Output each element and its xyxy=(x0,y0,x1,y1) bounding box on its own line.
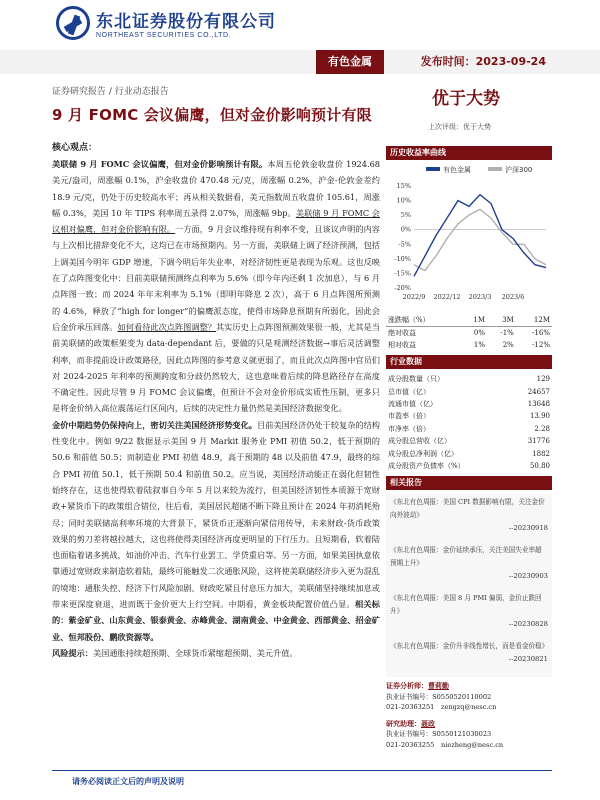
related-report-link[interactable]: 《东北有色周报：美国 8 月 PMI 偏弱，金价止跌回升》 xyxy=(390,594,542,616)
page-title: 9 月 FOMC 会议偏鹰，但对金价影响预计有限 xyxy=(52,106,372,124)
y-tick-label: 10% xyxy=(396,196,411,205)
y-tick-label: 15% xyxy=(396,182,411,190)
series-line xyxy=(414,195,546,277)
related-report-date: --20230903 xyxy=(508,572,548,581)
perf-value: -16% xyxy=(532,329,550,337)
assistant-cert: 执业证书编号：S0550121030023 xyxy=(386,730,492,739)
industry-label: 成分股总净利润（亿） xyxy=(388,449,458,458)
industry-value: 13.90 xyxy=(529,412,550,421)
fomc-text-a: 本周五伦敦金收盘价 1924.68 美元/盎司，周涨幅 0.1%，沪金收盘价 470.48 元/克，周涨幅 0.2%，沪金-伦敦金差约 18.9 元/克，仍处于历史较高水平；再从相关数据看，美元指数周五收盘价 105.61，周涨幅 0.3%，美国 10 年 TIPS 利率周五录得 2.07%，周涨幅 9bp。 xyxy=(52,159,380,218)
header-band xyxy=(0,50,600,74)
core-views-label: 核心观点： xyxy=(52,143,98,153)
paragraph-trend xyxy=(52,417,380,645)
return-chart-svg xyxy=(386,160,552,310)
industry-label: 市净率（倍） xyxy=(388,424,430,433)
table-row xyxy=(386,327,552,340)
y-tick-label: -10% xyxy=(394,254,411,263)
breadcrumb: 证券研究报告 / 行业动态报告 xyxy=(52,87,169,97)
table-row xyxy=(386,423,552,435)
x-tick-label: 2022/9 xyxy=(402,293,426,301)
table-row xyxy=(386,435,552,447)
y-tick-label: 0% xyxy=(400,225,411,234)
footer-disclaimer: 请务必阅读正文后的声明及说明 xyxy=(72,777,184,786)
perf-value: -1% xyxy=(500,329,514,337)
related-report-date: --20230918 xyxy=(508,524,548,533)
industry-label: 市盈率（倍） xyxy=(388,412,430,421)
related-report-date: --20230828 xyxy=(508,620,548,629)
industry-value: 50.80 xyxy=(529,461,550,470)
paragraph-fomc xyxy=(52,156,380,417)
table-row xyxy=(386,410,552,422)
x-tick-label: 2022/12 xyxy=(433,293,461,301)
trend-lead: 金价中期趋势仍保持向上，密切关注美国经济形势变化。 xyxy=(52,419,257,430)
legend-swatch xyxy=(426,167,440,171)
perf-value: 2% xyxy=(502,341,514,349)
publish-date: 发布时间：2023-09-24 xyxy=(420,55,546,68)
industry-value: 129 xyxy=(536,375,550,384)
industry-label: 成分股数量（只） xyxy=(388,375,444,384)
related-targets: 紫金矿业、山东黄金、银泰黄金、赤峰黄金、湖南黄金、中金黄金、西部黄金、招金矿业、恒邦股份、鹏欣资源等。 xyxy=(52,615,380,642)
perf-value: 0% xyxy=(473,329,485,337)
related-report-link[interactable]: 《东北有色周报：金价延续承压，关注美国失业率超预期上升》 xyxy=(390,546,542,568)
perf-header-12m: 12M xyxy=(516,314,552,327)
company-name-cn: 东北证券股份有限公司 xyxy=(96,12,276,32)
industry-value: 13648 xyxy=(527,399,550,408)
table-row xyxy=(386,385,552,397)
report-body xyxy=(52,156,380,726)
analyst-name: 曹莉勤 xyxy=(428,682,449,691)
y-tick-label: -15% xyxy=(394,269,411,278)
perf-value: -12% xyxy=(532,341,550,349)
perf-value: 1% xyxy=(473,341,485,349)
industry-data-header: 行业数据 xyxy=(386,355,552,369)
rating-badge: 优于大势 xyxy=(432,89,500,109)
related-targets-label: 相关标的： xyxy=(52,599,380,626)
analyst-block xyxy=(386,681,552,750)
related-reports xyxy=(386,494,552,677)
table-row xyxy=(386,398,552,410)
y-tick-label: -5% xyxy=(398,240,411,249)
related-report-link[interactable]: 《东北有色周报：金价升非线性增长，而是看金价稳》 xyxy=(390,642,549,651)
x-tick-label: 2023/3 xyxy=(468,293,492,301)
risk-label: 风险提示： xyxy=(52,647,93,658)
risk-text: 美国通胀持续超预期、全球货币紧缩超预期、美元升值。 xyxy=(92,647,298,658)
assistant-contact[interactable]: 021-20363255 niezheng@nesc.cn xyxy=(386,740,504,749)
perf-header-label: 涨跌幅（%） xyxy=(386,314,461,327)
company-name-en: NORTHEAST SECURITIES CO.,LTD. xyxy=(96,32,232,39)
analyst-contact[interactable]: 021-20363251 zengzq@nesc.cn xyxy=(386,703,497,712)
company-logo xyxy=(56,6,276,40)
analyst-cert: 执业证书编号：S0550520110002 xyxy=(386,692,492,701)
legend-swatch xyxy=(488,167,502,171)
sidebar xyxy=(386,146,552,750)
perf-header-3m: 3M xyxy=(487,314,516,327)
dotplot-question: 如何看待此次点阵图调整？ xyxy=(117,321,216,332)
trend-text: 目前美国经济仍处于较复杂的结构性变化中。例如 9/22 数据显示美国 9 月 Markit 服务业 PMI 初值 50.2，低于预期的 50.6 和前值 50.5；而制造业 PMI 初值 48.9，高于预期的 48 以及前值 47.9，最终的综合 PMI 初值 50.1，低于预期 50.4 和前值 50.2。应当说，美国经济动能正在弱化但韧性始终存在，这也使得软着陆叙事自今年 5 月以来较为流行，但美国经济韧性本质源于宽财政+紧货币下的政策组合错位，往后看，美国居民超储不断下降且预计在 2024 年初消耗殆尽；同时美联储高利率环境的大背景下，紧货币正逐渐向紧信用传导，未来财政-货币政策效果的剪刀差将越拉越大，这也将使得美国经济再度更明显的下行压力。且短期看，软着陆也面临着诸多挑战，如油价冲击、汽车行业罢工、学贷重启等。另一方面，如果美国执意依靠通过宽财政来制造软着陆，最终可能触发二次通胀风险，这将使美联储经济步入更为混乱的境地：通胀失控、经济下行风险加剧、财政吃紧且付息压力加大，美联储坚持继续加息或带来更深度衰退，进而既于金价更大上行空间。中期看，黄金板块配置价值凸显。 xyxy=(52,419,380,610)
table-row xyxy=(386,373,552,385)
y-tick-label: -20% xyxy=(394,284,411,292)
fomc-lead: 美联储 9 月 FOMC 会议偏鹰，但对金价影响预计有限。 xyxy=(52,159,268,169)
legend-label: 沪深300 xyxy=(505,166,533,174)
table-row xyxy=(386,460,552,472)
paragraph-risk xyxy=(52,645,380,661)
performance-header-row xyxy=(386,314,552,327)
industry-label: 总市值（亿） xyxy=(388,387,430,396)
industry-value: 24657 xyxy=(527,387,550,396)
previous-rating: 上次评级：优于大势 xyxy=(428,123,491,131)
perf-header-1m: 1M xyxy=(461,314,487,327)
related-report-link[interactable]: 《东北有色周报：美国 CPI 数据影响有限，关注金价向外波动》 xyxy=(390,498,545,520)
industry-value: 2.28 xyxy=(534,424,550,433)
table-row xyxy=(386,447,552,459)
fomc-text-c: 其实历史上点阵图预测效果很一般，尤其是当前美联储的政策框架变为 data-dependant 后，要做的只是观测经济数据→事后灵活调整利率，而非提前设计政策路径，因此点阵图的参考意义就更弱了，而且此次点阵图中官员们对 2024-2025 年利率的预测跨度和分歧仍然较大，这也意味着后续的降息路径存在高度不确定性。因此尽管 9 月 FOMC 会议偏鹰，但预计不会对金价形成实质性压制，更多只是将金价纳入高位震荡运行区间内，后续的决定性力量仍然是美国经济数据变化。 xyxy=(52,321,380,414)
fomc-underline: 美联储 9 月 FOMC 会议相对偏鹰，但对金价影响有限。 xyxy=(52,207,380,235)
table-row xyxy=(386,339,552,351)
analyst-role: 证券分析师： xyxy=(386,682,428,691)
industry-label: 成分股总营收（亿） xyxy=(388,437,451,446)
fomc-text-b: 一方面，9 月会议维持现有利率不变，且该议声明的内容与上次相比措辞变化不大，这均已在市场预期内。另一方面，美联储上调了经济预测，包括上调美国今明年 GDP 增速，下调今明后年失业率，对经济韧性更是表现为乐观。这也反映在了点阵图变化中：目前美联储预测终点利率为 5.6%（即今年内还剩 1 次加息），与 6 月点阵图一致；而 2024 年年末利率为 5.1%（即明年降息 2 次），高于 6 月点阵图所预测的 4.6%，释放了“high for longer”的偏鹰派态度，使得市场降息预期有所弱化，因此会后金价承压回落。 xyxy=(52,224,380,332)
performance-table xyxy=(386,314,552,351)
related-reports-header: 相关报告 xyxy=(386,476,552,490)
legend-label: 有色金属 xyxy=(443,166,471,174)
assistant-name: 聂政 xyxy=(421,719,435,728)
assistant-role: 研究助理： xyxy=(386,719,421,728)
x-tick-label: 2023/6 xyxy=(501,293,525,301)
y-tick-label: 5% xyxy=(400,211,411,220)
industry-label: 流通市值（亿） xyxy=(388,399,437,408)
industry-data-table xyxy=(386,373,552,472)
footer-divider xyxy=(52,770,552,771)
company-emblem-icon xyxy=(56,6,90,40)
industry-value: 31776 xyxy=(527,437,550,446)
chart-header: 历史收益率曲线 xyxy=(386,146,552,160)
perf-row-label: 绝对收益 xyxy=(388,329,416,337)
perf-row-label: 相对收益 xyxy=(388,341,416,349)
industry-value: 1882 xyxy=(532,449,550,458)
industry-label: 成分股资产负债率（%） xyxy=(388,461,465,470)
sector-tag: 有色金属 xyxy=(316,50,384,74)
return-chart xyxy=(386,160,552,310)
related-report-date: --20230821 xyxy=(508,655,548,664)
